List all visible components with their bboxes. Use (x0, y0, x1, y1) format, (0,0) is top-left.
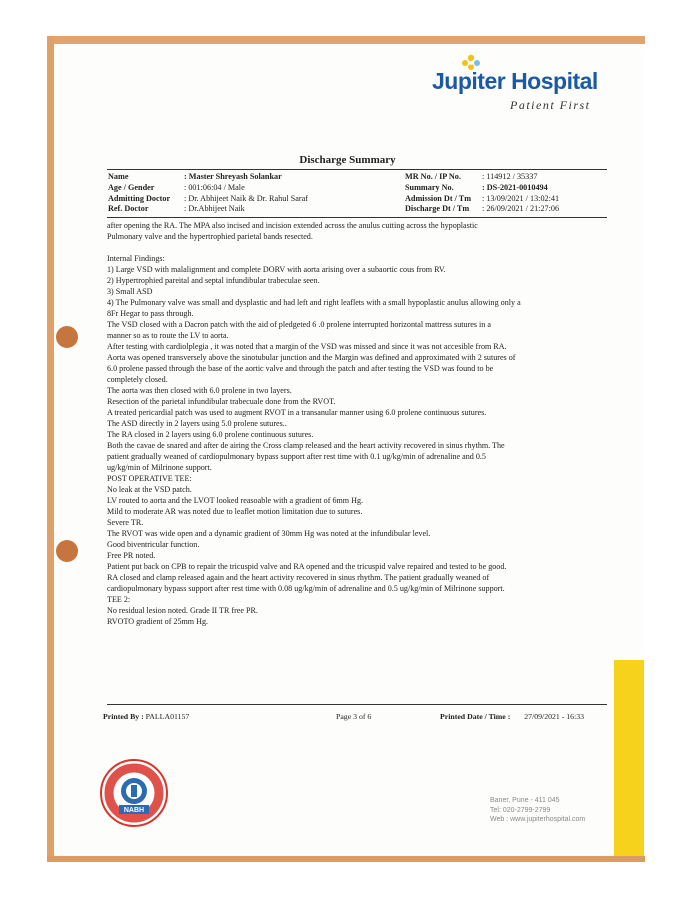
body-line: RA closed and clamp released again and the heart activity recovered in sinus rhythm. The patient gradually weaned of (107, 573, 490, 582)
body-line: Good biventricular function. (107, 540, 200, 549)
body-line: Both the cavae de snared and after de airing the Cross clamp released and the heart activity recovered in sinus rhythm. The (107, 441, 505, 450)
age-gender-value: : 001:06:04 / Male (184, 182, 245, 192)
body-line: POST OPERATIVE TEE: (107, 474, 192, 483)
admission-value: : 13/09/2021 / 13:02:41 (482, 193, 560, 203)
printed-by-label: Printed By : (103, 712, 144, 721)
ref-doctor-value: : Dr.Abhijeet Naik (184, 204, 245, 214)
hospital-name: Jupiter Hospital (432, 68, 598, 94)
body-line: The ASD directly in 2 layers using 5.0 prolene sutures.. (107, 419, 287, 428)
address-phone: Tel: 020-2799-2799 (490, 806, 551, 814)
name-label: Name (108, 172, 129, 181)
body-line: A treated pericardial patch was used to augment RVOT in a transanular manner using 6.0 prolene continuous sutures. (107, 408, 487, 417)
body-line: Internal Findings: (107, 254, 165, 263)
body-line: Mild to moderate AR was noted due to leaflet motion limitation due to sutures. (107, 507, 363, 516)
body-line: No leak at the VSD patch. (107, 485, 192, 494)
address-line-1: Baner, Pune - 411 045 (490, 797, 560, 804)
body-line: cardiopulmonary bypass support after rest time with 0.08 ug/kg/min of adrenaline and 0.5 ug/kg/min of Milrinone support. (107, 584, 505, 593)
body-line: No residual lesion noted. Grade II TR free PR. (107, 606, 258, 615)
body-line (107, 242, 602, 253)
body-line: Pulmonary valve and the hypertrophied parietal bands resected. (107, 232, 313, 241)
page-number: Page 3 of 6 (336, 712, 372, 721)
yellow-paper-strip (614, 660, 644, 856)
footer-rule (107, 704, 607, 705)
body-line: Aorta was opened transversely above the sinotubular junction and the Margin was defined and approximated with 2 sutures of (107, 353, 516, 362)
body-line: The RVOT was wide open and a dynamic gradient of 30mm Hg was noted at the infundibular level. (107, 529, 431, 538)
hospital-tagline: Patient First (510, 98, 591, 112)
summary-no-value: : DS-2021-0010494 (482, 182, 548, 192)
body-line: patient gradually weaned of cardiopulmonary bypass support after rest time with 0.1 ug/kg/min of adrenaline and 0.5 (107, 452, 486, 461)
ref-doctor-label: Ref. Doctor (108, 204, 149, 214)
patient-info-right-values (482, 172, 559, 215)
body-line: The aorta was then closed with 6.0 prolene in two layers. (107, 386, 292, 395)
body-line: The VSD closed with a Dacron patch with the aid of pledgeted 6 .0 prolene interrupted horizontal mattress sutures in a (107, 320, 491, 329)
admitting-doctor-value: : Dr. Abhijeet Naik & Dr. Rahul Saraf (184, 193, 308, 203)
admitting-doctor-label: Admitting Doctor (108, 193, 171, 203)
mr-ip-label: MR No. / IP No. (405, 172, 461, 181)
printed-date-label: Printed Date / Time : (440, 712, 511, 721)
body-line: 3) Small ASD (107, 287, 153, 296)
body-line: ug/kg/min of Milrinone support. (107, 463, 212, 472)
patient-info-right-labels (405, 172, 471, 215)
header-rule-top (107, 169, 607, 170)
body-line: completely closed. (107, 375, 168, 384)
patient-info-left-values (184, 172, 308, 215)
age-gender-label: Age / Gender (108, 182, 155, 192)
body-line: after opening the RA. The MPA also incised and incision extended across the anulus cutting across the hypoplastic (107, 221, 478, 230)
svg-text:NABH: NABH (123, 807, 145, 814)
patient-info-left-labels (108, 172, 170, 215)
nabh-accreditation-seal (99, 758, 169, 828)
body-line: After testing with cardiolplegia , it was noted that a margin of the VSD was missed and since it was not accesible from RA. (107, 342, 507, 351)
scan-edge-top (47, 36, 645, 44)
body-line: manner so as to route the LV to aorta. (107, 331, 229, 340)
document-title: Discharge Summary (299, 154, 396, 166)
address-website: Web : www.jupiterhospital.com (490, 816, 586, 823)
discharge-value: : 26/09/2021 / 21:27:06 (482, 204, 560, 214)
body-line: 4) The Pulmonary valve was small and dysplastic and had left and right leaflets with a small hypoplastic anulus allowing only a (107, 298, 521, 307)
body-line: TEE 2: (107, 595, 131, 604)
body-line: 8Fr Hegar to pass through. (107, 309, 194, 318)
scan-edge-bottom (47, 856, 645, 862)
body-line: 6.0 prolene passed through the base of the aortic valve and through the patch and after testing the VSD was found to be (107, 364, 494, 373)
admission-label: Admission Dt / Tm (405, 193, 472, 203)
body-line: 2) Hypertrophied pareital and septal infundibular trabeculae seen. (107, 276, 320, 285)
printed-date (440, 712, 584, 721)
body-line: RVOTO gradient of 25mm Hg. (107, 617, 209, 626)
printed-date-value: 27/09/2021 - 16:33 (524, 712, 585, 721)
header-rule-bottom (107, 217, 607, 218)
punch-hole-bottom (56, 540, 78, 562)
punch-hole-top (56, 326, 78, 348)
body-line: LV routed to aorta and the LVOT looked reasoable with a gradient of 6mm Hg. (107, 496, 364, 505)
discharge-body-text (107, 220, 602, 627)
summary-no-label: Summary No. (405, 182, 454, 192)
body-line: Severe TR. (107, 518, 144, 527)
hospital-address (490, 796, 585, 825)
printed-by (103, 712, 189, 721)
printed-by-value: PALLA01157 (145, 712, 190, 721)
hospital-logo (430, 52, 600, 114)
body-line: The RA closed in 2 layers using 6.0 prolene continuous sutures. (107, 430, 314, 439)
mr-ip-value: : 114912 / 35337 (482, 172, 538, 181)
discharge-label: Discharge Dt / Tm (405, 204, 470, 214)
body-line: Patient put back on CPB to repair the tricuspid valve and RA opened and the tricuspid valve repaired and tested to be good. (107, 562, 507, 571)
body-line: Free PR noted. (107, 551, 156, 560)
patient-name-value: : Master Shreyash Solankar (184, 172, 282, 181)
body-line: Resection of the parietal infundibular trabecuale done from the RVOT. (107, 397, 336, 406)
body-line: 1) Large VSD with malalignment and complete DORV with aorta arising over a subaortic cous from RV. (107, 265, 446, 274)
